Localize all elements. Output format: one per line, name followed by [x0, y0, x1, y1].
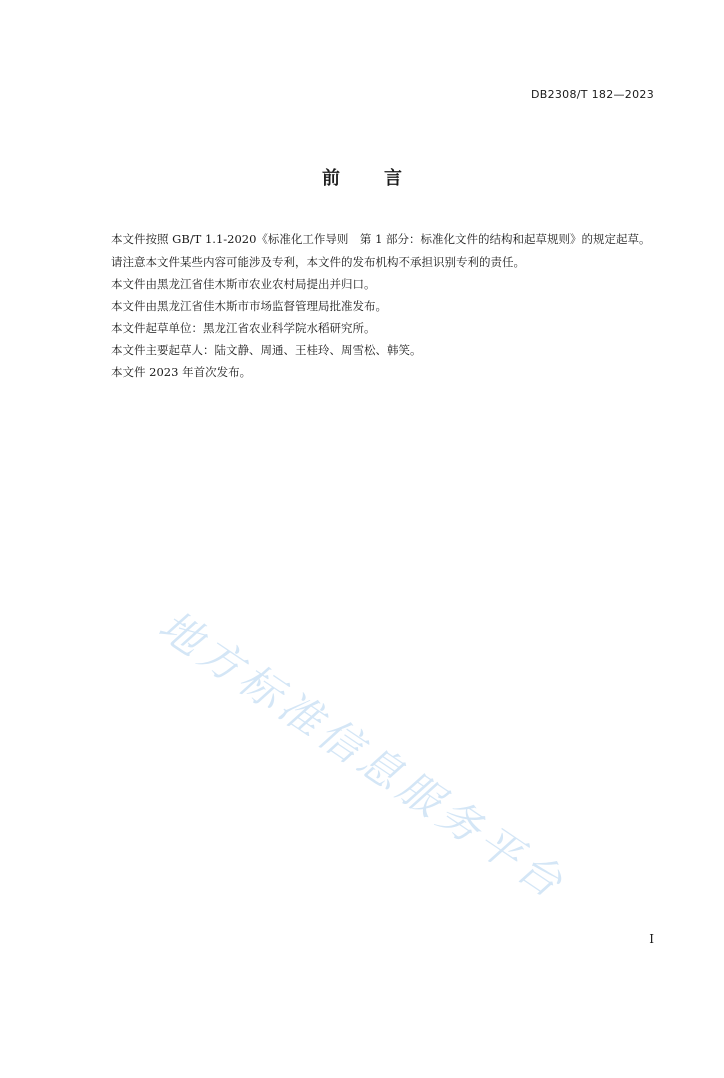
paragraph-drafters: 本文件主要起草人：陆文静、周通、王桂玲、周雪松、韩笑。 [111, 343, 422, 357]
foreword-body [88, 230, 658, 383]
paragraph-proposed-by: 本文件由黑龙江省佳木斯市农业农村局提出并归口。 [111, 277, 376, 291]
standard-code: DB2308/T 182—2023 [530, 88, 654, 101]
paragraph-patent-notice: 请注意本文件某些内容可能涉及专利，本文件的发布机构不承担识别专利的责任。 [111, 255, 525, 269]
paragraph-drafting-rules: 本文件按照 GB/T 1.1-2020《标准化工作导则 第 1 部分：标准化文件的结构和起草规则》的规定起草。 [111, 232, 651, 246]
page-title: 前言 [322, 168, 446, 189]
watermark: 地方标准信息服务平台 [150, 600, 576, 910]
paragraph-approved-by: 本文件由黑龙江省佳木斯市市场监督管理局批准发布。 [111, 299, 387, 313]
page-number: I [649, 932, 654, 946]
paragraph-first-release: 本文件 2023 年首次发布。 [111, 365, 252, 379]
paragraph-drafting-unit: 本文件起草单位：黑龙江省农业科学院水稻研究所。 [111, 321, 376, 335]
